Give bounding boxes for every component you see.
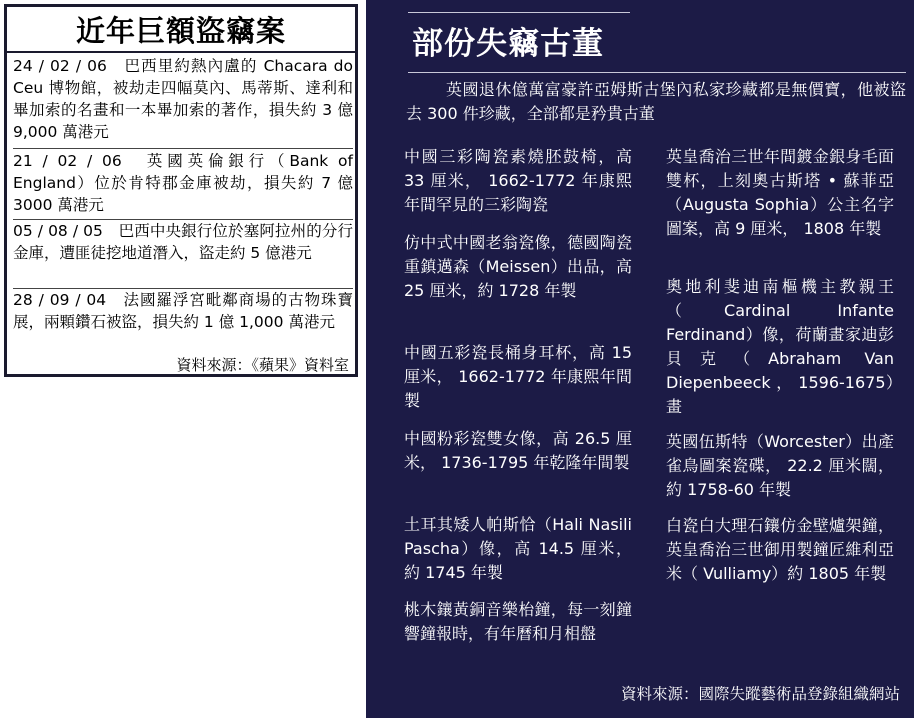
antique-item: 英皇喬治三世年間鍍金銀身毛面雙杯，上刻奧古斯塔 • 蘇菲亞（Augusta Sophia）公主名字圖案，高 9 厘米， 1808 年製 — [666, 147, 894, 238]
theft-entry: 24 / 02 / 06 巴西里約熱內盧的 Chacara do Ceu 博物館，被劫走四幅莫內、馬蒂斯、達利和畢加索的名畫和一本畢加索的著作，損失約 3 億 9,000 萬港元 — [13, 57, 353, 141]
intro-paragraph: 英國退休億萬富豪許亞姆斯古堡內私家珍藏都是無價寶，他被盜去 300 件珍藏，全部都是矜貴古董 — [406, 80, 906, 123]
antique-item: 中國五彩瓷長桶身耳杯，高 15 厘米， 1662-1772 年康熙年間製 — [404, 343, 632, 410]
antique-item: 土耳其矮人帕斯恰（Hali Nasili Pascha）像，高 14.5 厘米，約 1745 年製 — [404, 515, 632, 582]
title-divider — [7, 51, 355, 53]
title-rule-top — [408, 12, 630, 13]
entry-divider — [13, 148, 353, 149]
theft-entry: 05 / 08 / 05 巴西中央銀行位於塞阿拉州的分行金庫，遭匪徒挖地道潛入，盜走約 5 億港元 — [13, 222, 353, 262]
theft-entry: 21 / 02 / 06 英國英倫銀行（Bank of England）位於肯特郡金庫被劫，損失約 7 億 3000 萬港元 — [13, 152, 353, 214]
source-note: 資料來源：《蘋果》資料室 — [176, 356, 349, 374]
recent-thefts-title: 近年巨額盜竊案 — [75, 14, 286, 48]
antique-item: 中國粉彩瓷雙女像，高 26.5 厘米， 1736-1795 年乾隆年間製 — [404, 429, 632, 472]
antique-item: 中國三彩陶瓷素燒胚鼓椅，高 33 厘米， 1662-1772 年康熙年間罕見的三彩陶瓷 — [404, 147, 632, 214]
stolen-antiques-title: 部份失竊古董 — [412, 26, 604, 62]
theft-entry: 28 / 09 / 04 法國羅浮宮毗鄰商場的古物珠寶展，兩顆鑽石被盜，損失約 1 億 1,000 萬港元 — [13, 291, 353, 331]
antique-item: 仿中式中國老翁瓷像，德國陶瓷重鎮邁森（Meissen）出品，高 25 厘米，約 1728 年製 — [404, 233, 632, 300]
title-rule-bottom — [408, 72, 906, 73]
recent-thefts-box — [4, 4, 358, 377]
stolen-antiques-panel — [366, 0, 914, 718]
source-note: 資料來源：國際失蹤藝術品登錄組織網站 — [620, 685, 900, 703]
antique-item: 桃木鑲黃銅音樂枱鐘，每一刻鐘響鐘報時，有年曆和月相盤 — [404, 600, 632, 643]
antique-item: 白瓷白大理石鑲仿金壁爐架鐘，英皇喬治三世御用製鐘匠維利亞米（ Vulliamy）約 1805 年製 — [666, 516, 894, 583]
antique-item: 奧地利斐迪南樞機主教親王（Cardinal Infante Ferdinand）像，荷蘭畫家迪彭貝克（Abraham Van Diepenbeeck ， 1596-1675）畫 — [666, 277, 894, 416]
antique-item: 英國伍斯特（Worcester）出產雀鳥圖案瓷碟， 22.2 厘米闊，約 1758-60 年製 — [666, 432, 894, 499]
